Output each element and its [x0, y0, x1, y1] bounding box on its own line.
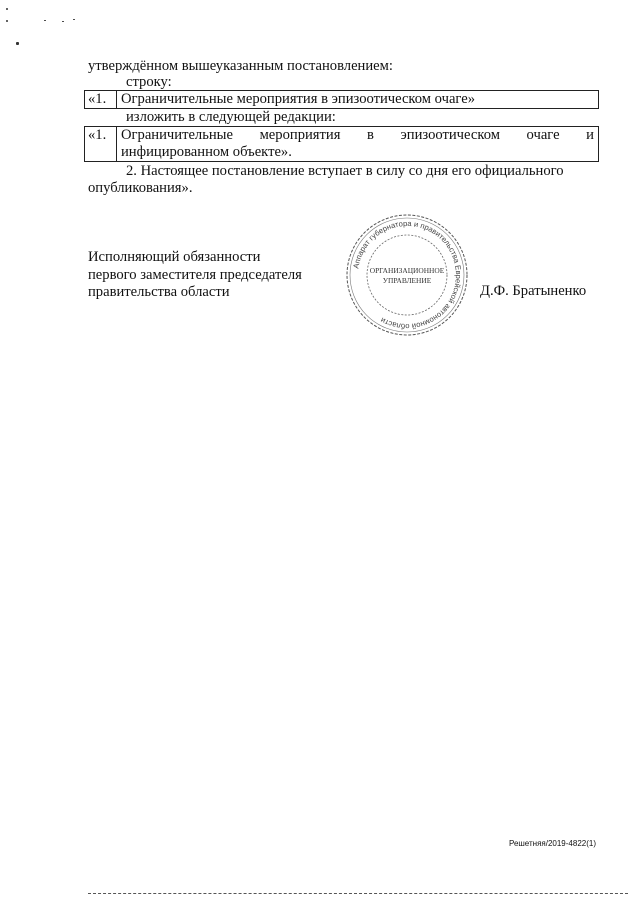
signatory-title	[88, 249, 302, 302]
signatory-name: Д.Ф. Братыненко	[480, 283, 587, 299]
scan-speck	[62, 21, 64, 22]
new-label: изложить в следующей редакции:	[126, 109, 336, 125]
seal-center-line2: УПРАВЛЕНИЕ	[382, 276, 432, 285]
paragraph-2-line1: 2. Настоящее постановление вступает в силу со дня его официального	[126, 163, 564, 179]
official-seal	[345, 213, 469, 337]
signatory-line1: Исполняющий обязанности	[88, 249, 261, 265]
scan-speck	[16, 42, 19, 45]
row-label: строку:	[126, 74, 172, 90]
signatory-line3: правительства области	[88, 284, 230, 300]
new-row-table	[84, 126, 599, 162]
new-row-text	[121, 127, 594, 161]
new-row-text-line2: инфицированном объекте».	[121, 144, 292, 160]
new-row-text-line1: Ограничительные мероприятия в эпизоотическом очаге и	[121, 127, 594, 143]
seal-ring-text: Аппарат губернатора и правительства Еврейской автономной области	[351, 218, 464, 332]
paragraph-2-line2: опубликования».	[88, 180, 193, 196]
document-code: Решетняя/2019-4822(1)	[508, 839, 596, 848]
intro-line: утверждённом вышеуказанным постановлением:	[88, 58, 393, 74]
old-row-table	[84, 90, 599, 109]
signatory-line2: первого заместителя председателя	[88, 266, 302, 283]
new-row-number: «1.	[85, 127, 117, 161]
old-row-number: «1.	[85, 91, 117, 108]
scan-edge-line	[88, 893, 628, 894]
seal-center-line1: ОРГАНИЗАЦИОННОЕ	[369, 266, 445, 275]
scan-speck	[6, 8, 8, 10]
scan-speck	[73, 19, 75, 20]
old-row-text: Ограничительные мероприятия в эпизоотическом очаге»	[121, 91, 475, 107]
scan-speck	[6, 20, 8, 22]
scan-speck	[44, 20, 46, 21]
